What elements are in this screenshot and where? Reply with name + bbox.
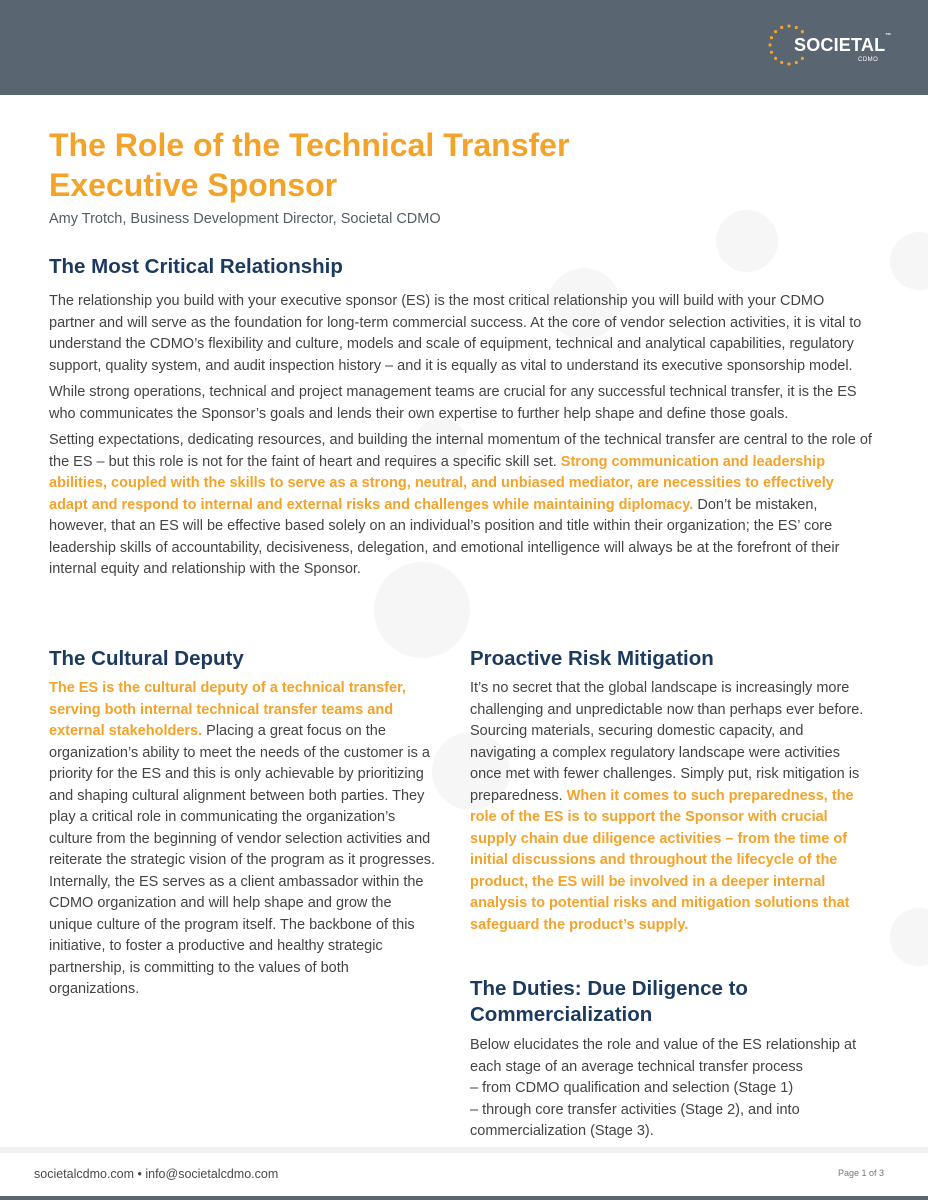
decor-circle — [890, 232, 928, 290]
section-risk-mitigation — [470, 646, 872, 936]
section-heading: The Duties: Due Diligence to Commercialization — [470, 977, 748, 1026]
section-cultural-deputy — [49, 646, 437, 1001]
paragraph: Below elucidates the role and value of the ES relationship at each stage of an average technical transfer process – from CDMO qualification and selection (Stage 1) – through core transfer activities (Stage 2), and into commercialization (Stage 3). — [470, 1037, 857, 1139]
paragraph: It’s no secret that the global landscape is increasingly more challenging and unpredictable now than perhaps ever before. Sourcing materials, securing domestic capacity, and navigating a complex regulatory landscape were activities once met with fewer challenges. Simply put, risk mitigation is preparedness. When it comes to such preparedness, the role of the ES is to support the Sponsor with crucial supply chain due diligence activities – from the time of initial discussions and throughout the lifecycle of the product, the ES will be involved in a deeper internal analysis to potential risks and mitigation solutions that safeguard the product’s supply. — [470, 680, 864, 933]
highlight-text: The ES is the cultural deputy of a technical transfer, serving both internal technical transfer teams and external stakeholders. — [49, 680, 406, 739]
paragraph: While strong operations, technical and project management teams are crucial for any successful technical transfer, it is the ES who communicates the Sponsor’s goals and lends their own expertise to further help shape and define those goals. — [49, 384, 857, 422]
logo-subtext: CDMO — [858, 57, 879, 63]
paragraph: The relationship you build with your executive sponsor (ES) is the most critical relationship you will build with your CDMO partner and will serve as the foundation for long-term commercial success. At the core of vendor selection activities, it is vital to understand the CDMO’s flexibility and culture, models and scale of equipment, technical and analytical capabilities, regulatory support, quality system, and audit inspection history – and it is equally as vital to understand its executive sponsorship model. — [49, 293, 862, 374]
paragraph: The ES is the cultural deputy of a technical transfer, serving both internal technical transfer teams and external stakeholders. Placing a great focus on the organization’s ability to meet the needs of the customer is a priority for the ES and this is only achievable by prioritizing and shaping cultural alignment between both parties. They play a critical role in communicating the organization’s culture from the beginning of vendor selection activities and reiterate the strategic vision of the program as it progresses. Internally, the ES serves as a client ambassador within the CDMO organization and will help shape and grow the unique culture of the program itself. The backbone of this initiative, to foster a productive and healthy strategic partnership, is committing to the values of both organizations. — [49, 680, 436, 997]
section-heading: Proactive Risk Mitigation — [470, 647, 714, 670]
highlight-text: Strong communication and leadership abilities, coupled with the skills to serve as a strong, neutral, and unbiased mediator, are necessities to effectively adapt and respond to internal and external risks and challenges while maintaining diplomacy. — [49, 453, 834, 513]
document-title: The Role of the Technical Transfer Executive Sponsor — [49, 127, 570, 203]
page-number: Page 1 of 3 — [838, 1168, 885, 1178]
section-heading: The Most Critical Relationship — [49, 255, 343, 278]
section-duties — [470, 976, 872, 1143]
logo-wordmark: SOCIETAL™ — [794, 33, 892, 55]
author-byline: Amy Trotch, Business Development Director, Societal CDMO — [49, 211, 441, 227]
decor-circle — [890, 908, 928, 966]
societal-cdmo-logo — [766, 22, 896, 72]
footer-contact: societalcdmo.com • info@societalcdmo.com — [34, 1167, 279, 1181]
page-header-band — [0, 0, 928, 95]
bottom-strip — [0, 1196, 928, 1200]
section-heading: The Cultural Deputy — [49, 647, 244, 670]
paragraph: Setting expectations, dedicating resources, and building the internal momentum of the technical transfer are central to the role of the ES – but this role is not for the faint of heart and requires a specific skill set. Strong communication and leadership abilities, coupled with the skills to serve as a strong, neutral, and unbiased mediator, are necessities to effectively adapt and respond to internal and external risks and challenges while maintaining diplomacy. Don’t be mistaken, however, that an ES will be effective based solely on an individual’s position and title within their organization; the ES’ core leadership skills of accountability, decisiveness, delegation, and emotional intelligence will always be at the forefront of their internal equity and relationship with the Sponsor. — [49, 432, 872, 577]
highlight-text: When it comes to such preparedness, the role of the ES is to support the Sponsor with crucial supply chain due diligence activities – from the time of initial discussions and throughout the lifecycle of the product, the ES will be involved in a deeper internal analysis to potential risks and mitigation solutions that safeguard the product’s supply. — [470, 787, 854, 933]
section-critical-relationship — [49, 254, 874, 581]
footer-divider — [0, 1147, 928, 1153]
